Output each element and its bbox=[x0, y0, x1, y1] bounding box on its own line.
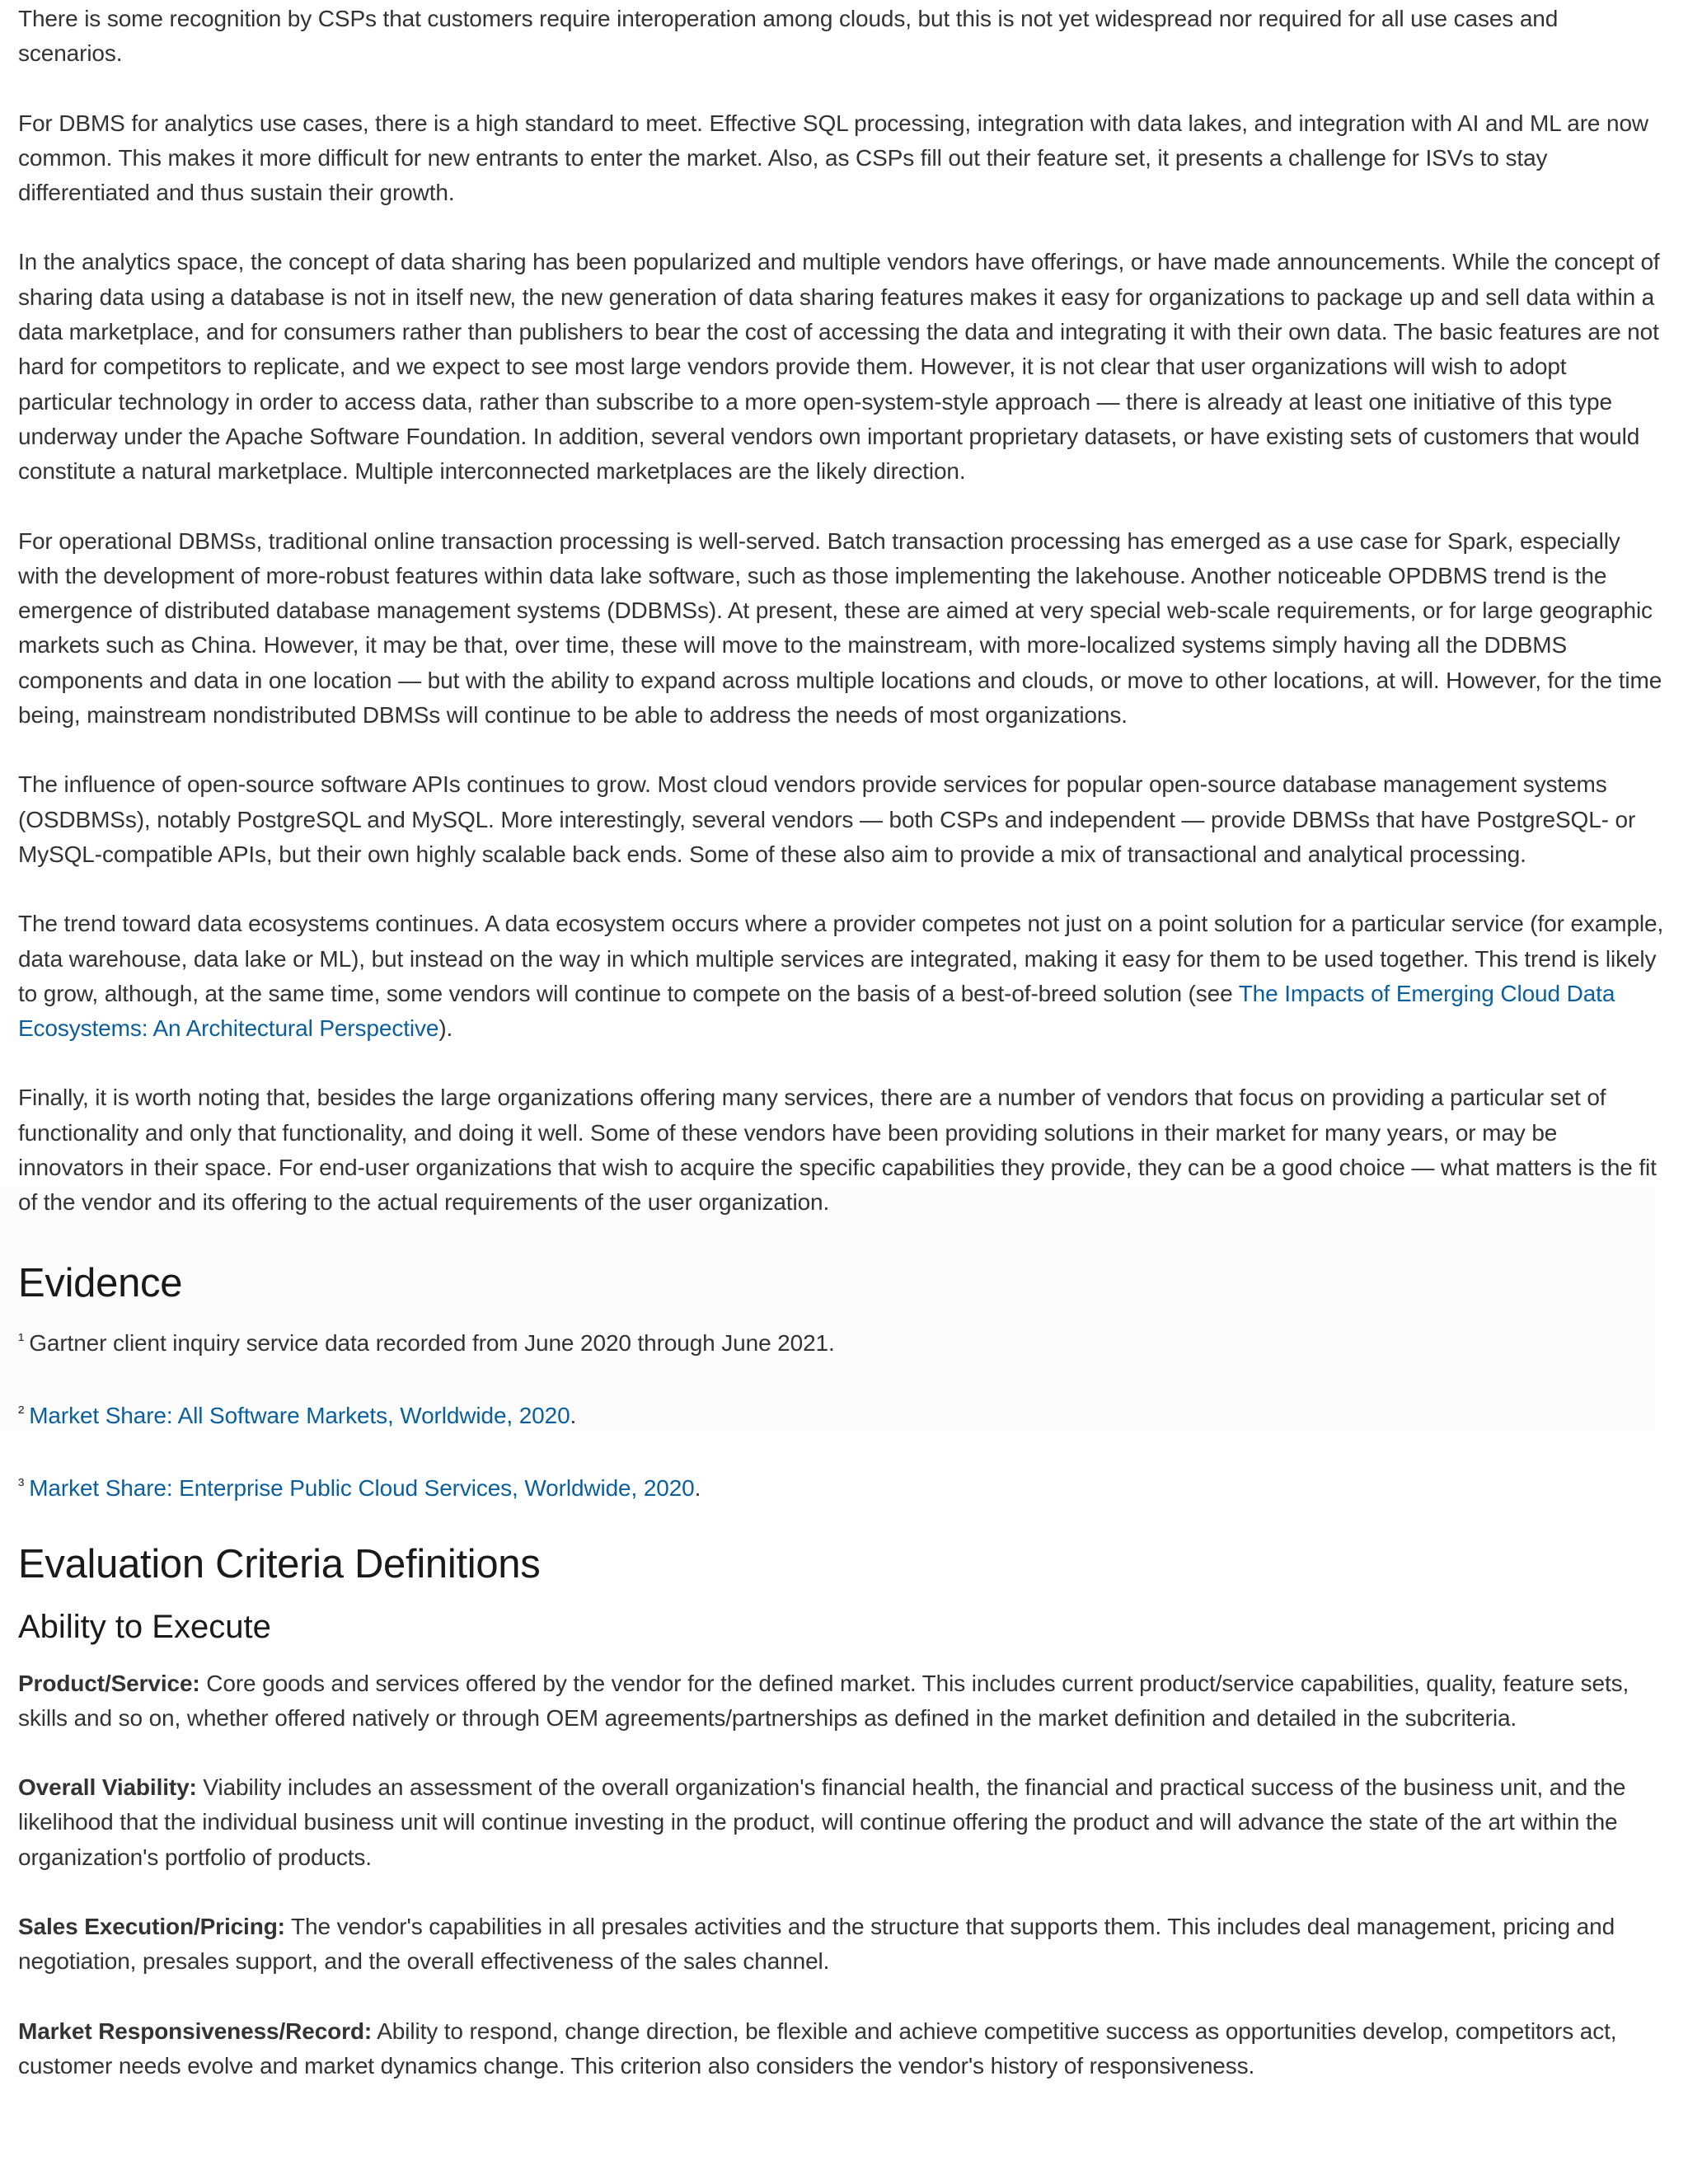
criterion-term: Market Responsiveness/Record: bbox=[18, 2018, 373, 2044]
footnote-marker: ² bbox=[18, 1401, 25, 1422]
paragraph-dbms-analytics: For DBMS for analytics use cases, there is a high standard to meet. Effective SQL processing, integration with data lakes, and integration with AI and ML are now common. This makes it more difficult for new entrants to enter the market. Also, as CSPs fill out their feature set, it presents a challenge for ISVs to stay differentiated and thus sustain their growth. bbox=[18, 110, 1649, 206]
link-market-share-cloud[interactable]: Market Share: Enterprise Public Cloud Services, Worldwide, 2020 bbox=[29, 1475, 695, 1502]
link-market-share-software[interactable]: Market Share: All Software Markets, Worldwide, 2020 bbox=[29, 1402, 570, 1428]
criterion-term: Overall Viability: bbox=[18, 1774, 197, 1801]
paragraph-text: The trend toward data ecosystems continues. A data ecosystem occurs where a provider competes not just on a point solution for a particular service (for example, data warehouse, data lake or ML), but instead on the way in which multiple services are integrated, making it easy for them to be used together. This trend is likely to grow, although, at the same time, some vendors will continue to compete on the basis of a best-of-breed solution (see bbox=[18, 911, 1664, 1006]
article-content bbox=[18, 0, 1667, 2083]
criterion-definition: The vendor's capabilities in all presales activities and the structure that supports them. This includes deal management, pricing and negotiation, presales support, and the overall effectiveness of the sales channel. bbox=[18, 1913, 1615, 1975]
link-cloud-data-ecosystems[interactable]: The Impacts of Emerging Cloud Data Ecosystems: An Architectural Perspective bbox=[18, 980, 1615, 1042]
evidence-footnote-2 bbox=[18, 1395, 1667, 1433]
footnote-punctuation: . bbox=[570, 1402, 577, 1428]
paragraph-specialist-vendors: Finally, it is worth noting that, besides the large organizations offering many services, there are a number of vendors that focus on providing a particular set of functionality and only that functionality, and doing it well. Some of these vendors have been providing solutions in their market for many years, or may be innovators in their space. For end-user organizations that wish to acquire the specific capabilities they provide, they can be a good choice — what matters is the fit of the vendor and its offering to the actual requirements of the user organization. bbox=[18, 1085, 1657, 1216]
footnote-text: Gartner client inquiry service data recorded from June 2020 through June 2021. bbox=[29, 1329, 835, 1356]
ability-to-execute-heading: Ability to Execute bbox=[18, 1608, 271, 1645]
criterion-term: Sales Execution/Pricing: bbox=[18, 1913, 285, 1939]
criterion-term: Product/Service: bbox=[18, 1670, 200, 1696]
criterion-overall-viability bbox=[18, 1770, 1667, 1875]
paragraph-text: ). bbox=[438, 1015, 453, 1042]
footnote-punctuation: . bbox=[694, 1475, 701, 1502]
criterion-market-responsiveness bbox=[18, 2014, 1667, 2084]
evaluation-criteria-heading: Evaluation Criteria Definitions bbox=[18, 1541, 541, 1586]
criterion-definition: Viability includes an assessment of the overall organization's financial health, the financial and practical success of the business unit, and the likelihood that the individual business unit will continue investing in the product, will continue offering the product and will advance the state of the art within the organization's portfolio of products. bbox=[18, 1774, 1626, 1870]
paragraph-data-ecosystems bbox=[18, 907, 1667, 1046]
evidence-footnote-1 bbox=[18, 1323, 1667, 1361]
criterion-definition: Ability to respond, change direction, be flexible and achieve competitive success as opportunities develop, competitors act, customer needs evolve and market dynamics change. This criterion also considers the vendor's history of responsiveness. bbox=[18, 2018, 1617, 2079]
criterion-definition: Core goods and services offered by the vendor for the defined market. This includes current product/service capabilities, quality, feature sets, skills and so on, whether offered natively or through OEM agreements/partnerships as defined in the market definition and detailed in the subcriteria. bbox=[18, 1670, 1629, 1731]
criterion-sales-execution bbox=[18, 1910, 1667, 1980]
paragraph-interoperation: There is some recognition by CSPs that customers require interoperation among clouds, but this is not yet widespread nor required for all use cases and scenarios. bbox=[18, 6, 1559, 67]
paragraph-operational-dbms: For operational DBMSs, traditional online transaction processing is well-served. Batch transaction processing has emerged as a use case for Spark, especially with the development of more-robust features within data lake software, such as those implementing the lakehouse. Another noticeable OPDBMS trend is the emergence of distributed database management systems (DDBMSs). At present, these are aimed at very special web-scale requirements, or for large geographic markets such as China. However, it may be that, over time, these will move to the mainstream, with more-localized systems simply having all the DDBMS components and data in one location — but with the ability to expand across multiple locations and clouds, or move to other locations, at will. However, for the time being, mainstream nondistributed DBMSs will continue to be able to address the needs of most organizations. bbox=[18, 527, 1662, 729]
footnote-marker: ³ bbox=[18, 1474, 25, 1496]
evidence-footnote-3 bbox=[18, 1468, 1667, 1506]
paragraph-open-source-apis: The influence of open-source software APIs continues to grow. Most cloud vendors provide services for popular open-source database management systems (OSDBMSs), notably PostgreSQL and MySQL. More interestingly, several vendors — both CSPs and independent — provide DBMSs that have PostgreSQL- or MySQL-compatible APIs, but their own highly scalable back ends. Some of these also aim to provide a mix of transactional and analytical processing. bbox=[18, 771, 1636, 867]
criterion-product-service bbox=[18, 1666, 1667, 1736]
evidence-heading: Evidence bbox=[18, 1260, 183, 1305]
paragraph-data-sharing: In the analytics space, the concept of data sharing has been popularized and multiple vendors have offerings, or have made announcements. While the concept of sharing data using a database is not in itself new, the new generation of data sharing features makes it easy for organizations to package up and sell data within a data marketplace, and for consumers rather than publishers to bear the cost of accessing the data and integrating it with their own data. The basic features are not hard for competitors to replicate, and we expect to see most large vendors provide them. However, it is not clear that user organizations will wish to adopt particular technology in order to access data, rather than subscribe to a more open-system-style approach — there is already at least one initiative of this type underway under the Apache Software Foundation. In addition, several vendors own important proprietary datasets, or have existing sets of customers that would constitute a natural marketplace. Multiple interconnected marketplaces are the likely direction. bbox=[18, 249, 1660, 485]
footnote-marker: ¹ bbox=[18, 1329, 25, 1350]
